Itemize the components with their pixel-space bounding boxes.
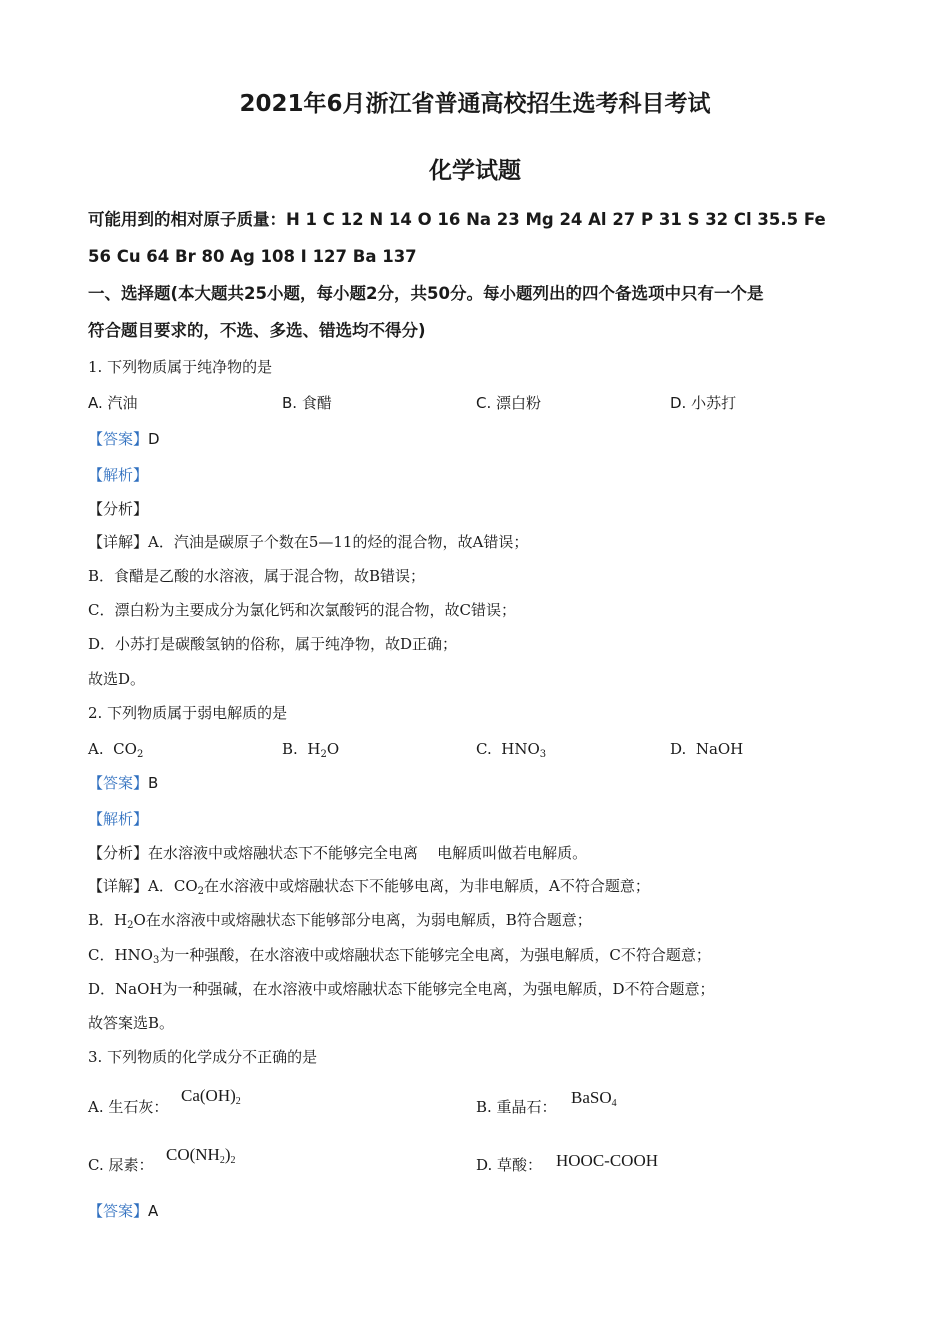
- q3-option-c-label: C. 尿素：: [88, 1156, 154, 1174]
- q3-option-c-formula: $CO(NH_2)_2$: [166, 1145, 236, 1166]
- q3-option-b-formula: BaSO$_4$: [571, 1088, 617, 1109]
- section-heading-line-1: 一、选择题(本大题共25小题，每小题2分，共50分。每小题列出的四个备选项中只有一个是: [88, 284, 764, 303]
- q2-detail-b: B．$H_2O$在水溶液中或熔融状态下能够部分电离，为弱电解质，B符合题意；: [88, 911, 592, 931]
- q1-detail-d: D．小苏打是碳酸氢钠的俗称，属于纯净物，故D正确；: [88, 635, 458, 653]
- q3-option-d-formula: HOOC-COOH: [556, 1151, 658, 1170]
- q1-fenxi-tag: 【分析】: [88, 500, 149, 518]
- q3-option-b-label: B. 重晶石：: [476, 1098, 557, 1116]
- answer-value: B: [148, 774, 159, 792]
- q1-option-d: D. 小苏打: [670, 394, 737, 412]
- exam-title: 2021年6月浙江省普通高校招生选考科目考试: [239, 91, 711, 117]
- answer-tag: 【答案】: [88, 774, 149, 792]
- atomic-masses-line-1: 可能用到的相对原子质量：H 1 C 12 N 14 O 16 Na 23 Mg 24 Al 27 P 31 S 32 Cl 35.5 Fe: [88, 210, 826, 229]
- q2-jiexi-tag: 【解析】: [88, 810, 149, 828]
- exam-subtitle: 化学试题: [429, 158, 521, 184]
- q2-fenxi: 【分析】在水溶液中或熔融状态下不能够完全电离 电解质叫做若电解质。: [88, 844, 588, 862]
- q3-option-d-label: D. 草酸：: [476, 1156, 543, 1174]
- detail-tag: 【详解】: [88, 533, 149, 551]
- q2-option-b: B. $H_2O$: [282, 740, 340, 760]
- q3-option-a-formula: $Ca(OH)_2$: [181, 1086, 241, 1107]
- answer-tag: 【答案】: [88, 430, 149, 448]
- q1-detail-b: B．食醋是乙酸的水溶液，属于混合物，故B错误；: [88, 567, 426, 585]
- q2-option-a: A. $CO_2$: [88, 740, 144, 760]
- question-2-stem: 2. 下列物质属于弱电解质的是: [88, 704, 288, 722]
- q1-option-b: B. 食醋: [282, 394, 332, 412]
- q1-detail-c: C．漂白粉为主要成分为氯化钙和次氯酸钙的混合物，故C错误；: [88, 601, 516, 619]
- detail-text: A．汽油是碳原子个数在5—11的烃的混合物，故A错误；: [148, 533, 529, 551]
- q2-detail-a: 【详解】A．$CO_2$在水溶液中或熔融状态下不能够电离，为非电解质，A不符合题意；: [88, 877, 650, 897]
- answer-value: A: [148, 1202, 159, 1220]
- question-3-stem: 3. 下列物质的化学成分不正确的是: [88, 1048, 318, 1066]
- q2-option-c: C. $HNO_3$: [476, 740, 547, 760]
- section-heading-line-2: 符合题目要求的，不选、多选、错选均不得分): [88, 321, 426, 340]
- q1-option-c: C. 漂白粉: [476, 394, 542, 412]
- q1-answer: [88, 428, 160, 450]
- q2-detail-d: D．NaOH为一种强碱，在水溶液中或熔融状态下能够完全电离，为强电解质，D不符合题意；: [88, 980, 715, 998]
- q2-detail-c: C．$HNO_3$为一种强酸，在水溶液中或熔融状态下能够完全电离，为强电解质，C不符合题意；: [88, 946, 711, 966]
- q3-option-a-label: A. 生石灰：: [88, 1098, 169, 1116]
- question-1-stem: 1. 下列物质属于纯净物的是: [88, 358, 273, 376]
- q2-answer: [88, 772, 158, 794]
- answer-value: D: [148, 430, 160, 448]
- q1-detail-a: [88, 531, 528, 553]
- answer-tag: 【答案】: [88, 1202, 149, 1220]
- q3-answer: [88, 1200, 158, 1222]
- atomic-masses-line-2: 56 Cu 64 Br 80 Ag 108 I 127 Ba 137: [88, 247, 417, 266]
- q1-conclusion: 故选D。: [88, 670, 146, 688]
- q1-option-a: A. 汽油: [88, 394, 138, 412]
- q2-conclusion: 故答案选B。: [88, 1014, 175, 1032]
- q1-jiexi-tag: 【解析】: [88, 466, 149, 484]
- q2-option-d: D. NaOH: [670, 740, 744, 758]
